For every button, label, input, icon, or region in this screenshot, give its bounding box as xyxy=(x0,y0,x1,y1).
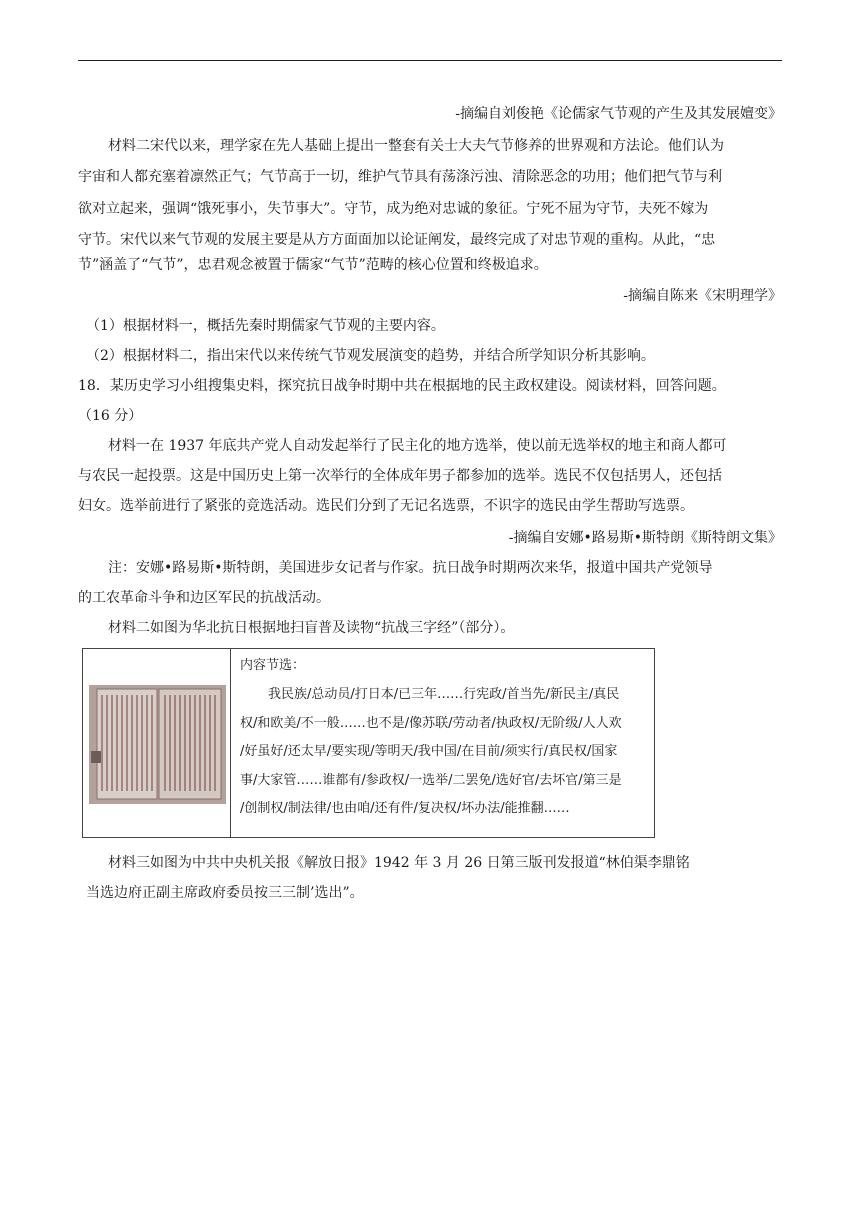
q18-material-1-line: 材料一在 1937 年底共产党人自动发起举行了民主化的地方选举，使以前无选举权的地主和商人都可 xyxy=(108,438,727,454)
source-citation-2: -摘编自陈来《宋明理学》 xyxy=(623,288,782,304)
q18-material-1-line: 与农民一起投票。这是中国历史上第一次举行的全体成年男子都参加的选举。选民不仅包括男人，还包括 xyxy=(78,468,722,484)
figure-row: 权/和欧美/不一般……也不是/像苏联/劳动者/执政权/无阶级/人人欢 xyxy=(240,715,622,731)
sanzijing-figure xyxy=(82,648,655,838)
figure-heading: 内容节选： xyxy=(240,658,306,673)
material-2-line: 欲对立起来，强调“饿死事小，失节事大”。守节，成为绝对忠诚的象征。宁死不屈为守节，夫死不嫁为 xyxy=(78,201,709,217)
q18-note-line: 注：安娜•路易斯•斯特朗，美国进步女记者与作家。抗日战争时期两次来华，报道中国共产党领导 xyxy=(108,560,713,576)
material-2-line: 宇宙和人都充塞着凛然正气；气节高于一切，维护气节具有荡涤污浊、清除恶念的功用；他们把气节与利 xyxy=(78,169,722,185)
figure-row: /好虽好/还太早/要实现/等明天/我中国/在目前/须实行/真民权/国家 xyxy=(240,744,618,759)
figure-excerpt xyxy=(240,657,650,824)
material-2-line: 材料二宋代以来，理学家在先人基础上提出一整套有关士大夫气节修养的世界观和方法论。他们认为 xyxy=(108,138,724,154)
q18-material-3-line: 当选边府正副主席政府委员按三三制’选出”。 xyxy=(86,885,364,901)
q18-note-line: 的工农革命斗争和边区军民的抗战活动。 xyxy=(78,590,330,606)
q18-material-2: 材料二如图为华北抗日根据地扫盲普及读物“抗战三字经”（部分）。 xyxy=(108,620,515,636)
question-2: （2）根据材料二，指出宋代以来传统气节观发展演变的趋势，并结合所学知识分析其影响。 xyxy=(86,348,655,364)
source-citation-3: -摘编自安娜•路易斯•斯特朗《斯特朗文集》 xyxy=(508,530,782,546)
question-18-score: （16 分） xyxy=(78,408,143,424)
header-rule xyxy=(78,60,782,61)
q18-material-1-line: 妇女。选举前进行了紧张的竞选活动。选民们分到了无记名选票，不识字的选民由学生帮助写选票。 xyxy=(78,498,694,514)
material-2-line: 节”涵盖了“气节”，忠君观念被置于儒家“气节”范畴的核心位置和终极追求。 xyxy=(78,257,548,273)
question-18-stem: 18．某历史学习小组搜集史料，探究抗日战争时期中共在根据地的民主政权建设。阅读材料，回答问题。 xyxy=(78,378,726,394)
figure-divider xyxy=(230,649,231,837)
question-1: （1）根据材料一，概括先秦时期儒家气节观的主要内容。 xyxy=(86,318,445,334)
sanzijing-book-photo xyxy=(89,685,226,804)
q18-material-3-line: 材料三如图为中共中央机关报《解放日报》1942 年 3 月 26 日第三版刊发报道“林伯渠李鼎铭 xyxy=(108,855,690,871)
source-citation-1: -摘编自刘俊艳《论儒家气节观的产生及其发展嬗变》 xyxy=(455,106,782,122)
figure-row: 我民族/总动员/打日本/已三年……行宪政/首当先/新民主/真民 xyxy=(268,687,620,702)
material-2-line: 守节。宋代以来气节观的发展主要是从方方面面加以论证阐发，最终完成了对忠节观的重构。从此，“忠 xyxy=(78,232,716,248)
figure-row: 事/大家管……谁都有/参政权/一选举/二罢免/选好官/去坏官/第三是 xyxy=(240,772,622,788)
figure-row: /创制权/制法律/也由咱/还有件/复决权/坏办法/能推翻…… xyxy=(240,801,570,816)
